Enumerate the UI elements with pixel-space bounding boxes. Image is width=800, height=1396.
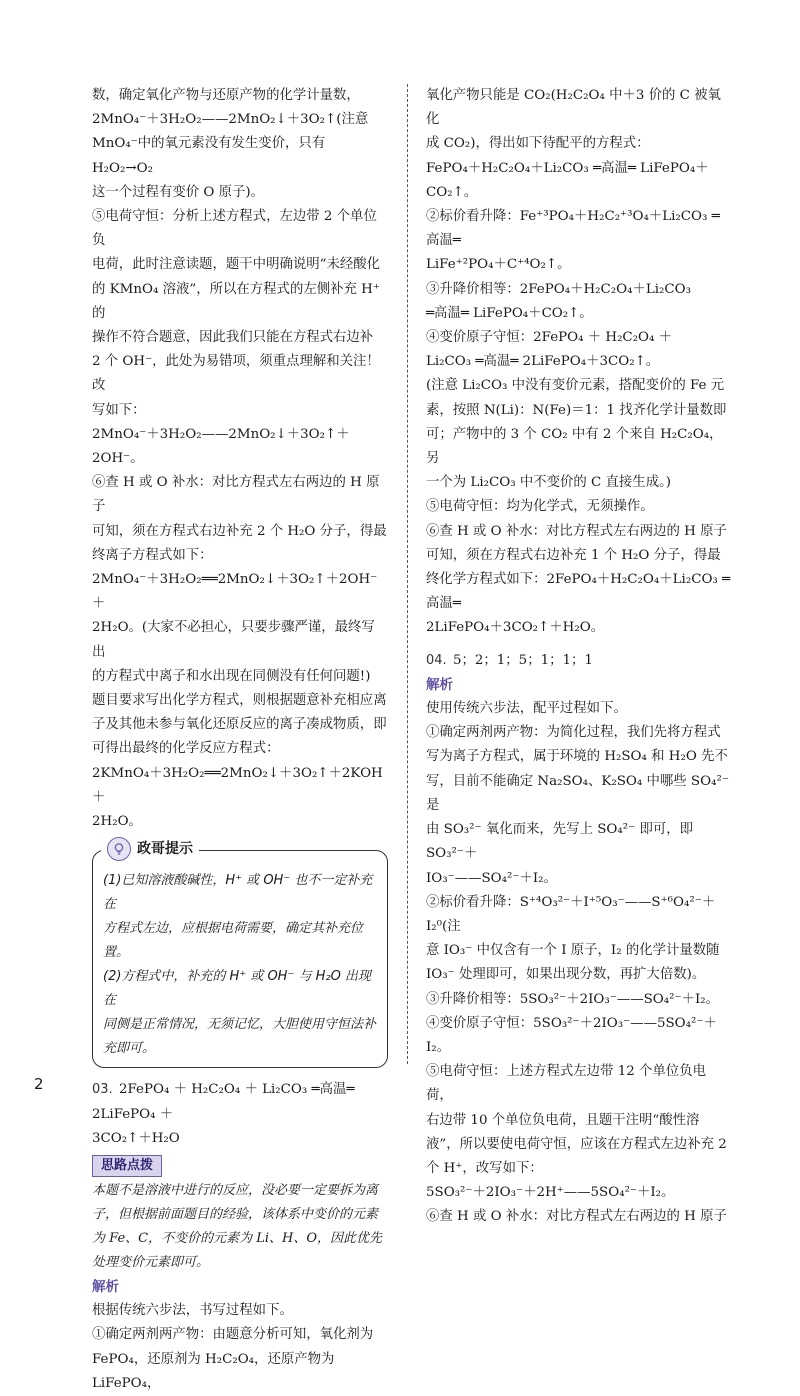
text-line: 写如下： xyxy=(92,402,146,418)
question-number: 03. xyxy=(92,1082,113,1098)
text-line: ═高温═ LiFePO₄＋CO₂↑。 xyxy=(426,305,593,321)
analysis-line: 使用传统六步法，配平过程如下。 xyxy=(426,701,627,717)
text-line: 题目要求写出化学方程式，则根据题意补充相应离 xyxy=(92,693,387,709)
tip-title-text: 政哥提示 xyxy=(137,841,193,858)
text-line: Li₂CO₃ ═高温═ 2LiFePO₄＋3CO₂↑。 xyxy=(426,354,660,370)
text-line: ④变价原子守恒：2FePO₄ ＋ H₂C₂O₄ ＋ xyxy=(426,330,673,346)
q03-analysis-lines xyxy=(92,1299,388,1396)
hint-line: 为 Fe、C，不变价的元素为 Li、H、O，因此优先 xyxy=(92,1230,382,1246)
text-line: 可知，须在方程式右边补充 1 个 H₂O 分子，得最 xyxy=(426,547,721,563)
tip-line: (1)已知溶液酸碱性，H⁺ 或 OH⁻ 也不一定补充在 xyxy=(103,873,373,913)
text-line: 2H₂O。(大家不必担心，只要步骤严谨，最终写出 xyxy=(92,620,375,660)
analysis-line: 液”，所以要使电荷守恒，应该在方程式左边补充 2 xyxy=(426,1136,727,1152)
tip-title xyxy=(101,837,199,861)
hint-line: 处理变价元素即可。 xyxy=(92,1254,210,1270)
right-column xyxy=(426,84,732,1230)
text-line: 2KMnO₄＋3H₂O₂══2MnO₂↓＋3O₂↑＋2KOH＋ xyxy=(92,765,383,805)
analysis-line: ①确定两剂两产物：为简化过程，我们先将方程式 xyxy=(426,725,721,741)
hint-tag: 思路点拨 xyxy=(92,1155,162,1177)
analysis-line: IO₃⁻——SO₄²⁻＋I₂。 xyxy=(426,870,557,886)
analysis-line: 右边带 10 个单位负电荷，且题干注明“酸性溶 xyxy=(426,1112,700,1128)
text-line: 终离子方程式如下： xyxy=(92,547,213,563)
text-line: 电荷，此时注意读题，题干中明确说明“未经酸化 xyxy=(92,257,381,273)
question-number: 04. xyxy=(426,652,447,668)
analysis-heading: 解析 xyxy=(92,1278,119,1295)
analysis-line: FePO₄，还原剂为 H₂C₂O₄，还原产物为 LiFePO₄， xyxy=(92,1351,335,1391)
text-line: LiFe⁺²PO₄＋C⁺⁴O₂↑。 xyxy=(426,257,571,273)
q03-answer-line2: 3CO₂↑＋H₂O xyxy=(92,1130,180,1146)
analysis-line: ②标价看升降：S⁺⁴O₃²⁻＋I⁺⁵O₃⁻——S⁺⁶O₄²⁻＋I₂⁰(注 xyxy=(426,894,716,934)
text-line: 素，按照 N(Li)：N(Fe)＝1：1 找齐化学计量数即 xyxy=(426,402,727,418)
analysis-line: ①确定两剂两产物：由题意分析可知，氧化剂为 xyxy=(92,1327,374,1343)
analysis-line: ⑤电荷守恒：上述方程式左边带 12 个单位负电荷， xyxy=(426,1064,706,1104)
q04-answer xyxy=(426,649,732,673)
text-line: 可知，须在方程式右边补充 2 个 H₂O 分子，得最 xyxy=(92,523,387,539)
tip-lines xyxy=(103,869,377,1061)
hint-line: 子，但根据前面题目的经验，该体系中变价的元素 xyxy=(92,1206,379,1222)
text-line: 的方程式中离子和水出现在同侧没有任何问题!) xyxy=(92,668,371,684)
tip-line: 同侧是正常情况，无须记忆，大胆使用守恒法补 xyxy=(103,1017,377,1033)
analysis-line: 根据传统六步法，书写过程如下。 xyxy=(92,1303,293,1319)
tip-line: 方程式左边，应根据电荷需要，确定其补充位置。 xyxy=(103,921,364,961)
analysis-line: 写，目前不能确定 Na₂SO₄、K₂SO₄ 中哪些 SO₄²⁻ 是 xyxy=(426,773,729,813)
tip-line: 充即可。 xyxy=(103,1041,156,1057)
text-line: 终化学方程式如下：2FePO₄＋H₂C₂O₄＋Li₂CO₃ ═高温═ xyxy=(426,572,731,612)
right-top-text xyxy=(426,84,732,641)
analysis-line: 写为离子方程式，属于环境的 H₂SO₄ 和 H₂O 先不 xyxy=(426,749,728,765)
hint-lines xyxy=(92,1179,388,1275)
left-column xyxy=(92,84,388,1396)
analysis-line: 意 IO₃⁻ 中仅含有一个 I 原子，I₂ 的化学计量数随 xyxy=(426,943,720,959)
text-line: (注意 Li₂CO₃ 中没有变价元素，搭配变价的 Fe 元 xyxy=(426,378,725,394)
q03-answer-line1: 2FePO₄ ＋ H₂C₂O₄ ＋ Li₂CO₃ ═高温═ 2LiFePO₄ ＋ xyxy=(92,1082,355,1122)
text-line: 2MnO₄⁻＋3H₂O₂══2MnO₂↓＋3O₂↑＋2OH⁻＋ xyxy=(92,572,378,612)
text-line: 一个为 Li₂CO₃ 中不变价的 C 直接生成。) xyxy=(426,475,672,491)
analysis-heading: 解析 xyxy=(426,676,453,693)
text-line: 数，确定氧化产物与还原产物的化学计量数， xyxy=(92,88,360,103)
text-line: ⑤电荷守恒：均为化学式，无须操作。 xyxy=(426,499,654,515)
q03-answer xyxy=(92,1078,388,1126)
text-line: 可；产物中的 3 个 CO₂ 中有 2 个来自 H₂C₂O₄，另 xyxy=(426,426,723,467)
tip-line: (2)方程式中，补充的 H⁺ 或 OH⁻ 与 H₂O 出现在 xyxy=(103,969,371,1009)
q04-analysis-lines xyxy=(426,697,732,1229)
text-line: ⑥查 H 或 O 补水：对比方程式左右两边的 H 原子 xyxy=(426,523,727,539)
page-number: 2 xyxy=(34,1075,44,1093)
text-line: 2H₂O。 xyxy=(92,814,142,830)
text-line: ⑥查 H 或 O 补水：对比方程式左右两边的 H 原子 xyxy=(92,475,380,515)
text-line: ⑤电荷守恒：分析上述方程式，左边带 2 个单位负 xyxy=(92,209,377,249)
text-line: ②标价看升降：Fe⁺³PO₄＋H₂C₂⁺³O₄＋Li₂CO₃ ═高温═ xyxy=(426,209,720,249)
hint-line: 本题不是溶液中进行的反应，没必要一定要拆为离 xyxy=(92,1182,379,1198)
text-line: 这一个过程有变价 O 原子)。 xyxy=(92,184,265,200)
text-line: 成 CO₂)，得出如下待配平的方程式： xyxy=(426,136,650,152)
text-line: 氧化产物只能是 CO₂(H₂C₂O₄ 中＋3 价的 C 被氧化 xyxy=(426,88,721,128)
analysis-line: IO₃⁻ 处理即可，如果出现分数，再扩大倍数)。 xyxy=(426,967,706,983)
column-divider xyxy=(407,84,408,1064)
analysis-line: 5SO₃²⁻＋2IO₃⁻＋2H⁺——5SO₄²⁻＋I₂。 xyxy=(426,1185,675,1201)
analysis-line: 由 SO₃²⁻ 氧化而来，先写上 SO₄²⁻ 即可，即 SO₃²⁻＋ xyxy=(426,822,694,862)
text-line: 2LiFePO₄＋3CO₂↑＋H₂O。 xyxy=(426,620,605,636)
analysis-line: ⑥查 H 或 O 补水：对比方程式左右两边的 H 原子 xyxy=(426,1209,727,1225)
text-line: MnO₄⁻中的氧元素没有发生变价，只有 H₂O₂→O₂ xyxy=(92,136,326,176)
left-top-text xyxy=(92,84,388,834)
tip-box xyxy=(92,841,388,1068)
text-line: FePO₄＋H₂C₂O₄＋Li₂CO₃ ═高温═ LiFePO₄＋CO₂↑。 xyxy=(426,160,709,200)
q04-answer-text: 5；2；1；5；1；1；1 xyxy=(452,652,593,668)
text-line: 2MnO₄⁻＋3H₂O₂——2MnO₂↓＋3O₂↑(注意 xyxy=(92,112,369,128)
text-line: 子及其他未参与氧化还原反应的离子凑成物质，即 xyxy=(92,717,387,733)
analysis-line: ④变价原子守恒：5SO₃²⁻＋2IO₃⁻——5SO₄²⁻＋I₂。 xyxy=(426,1015,717,1055)
lightbulb-icon xyxy=(107,837,131,861)
text-line: 的 KMnO₄ 溶液”，所以在方程式的左侧补充 H⁺ 的 xyxy=(92,281,380,321)
text-line: ③升降价相等：2FePO₄＋H₂C₂O₄＋Li₂CO₃ xyxy=(426,281,692,297)
analysis-line: 个 H⁺，改写如下： xyxy=(426,1160,543,1176)
text-line: 2MnO₄⁻＋3H₂O₂——2MnO₂↓＋3O₂↑＋2OH⁻。 xyxy=(92,426,350,467)
analysis-line: ③升降价相等：5SO₃²⁻＋2IO₃⁻——SO₄²⁻＋I₂。 xyxy=(426,991,719,1007)
text-line: 操作不符合题意，因此我们只能在方程式右边补 xyxy=(92,330,374,346)
text-line: 2 个 OH⁻，此处为易错项，须重点理解和关注！改 xyxy=(92,354,380,394)
text-line: 可得出最终的化学反应方程式： xyxy=(92,741,280,757)
